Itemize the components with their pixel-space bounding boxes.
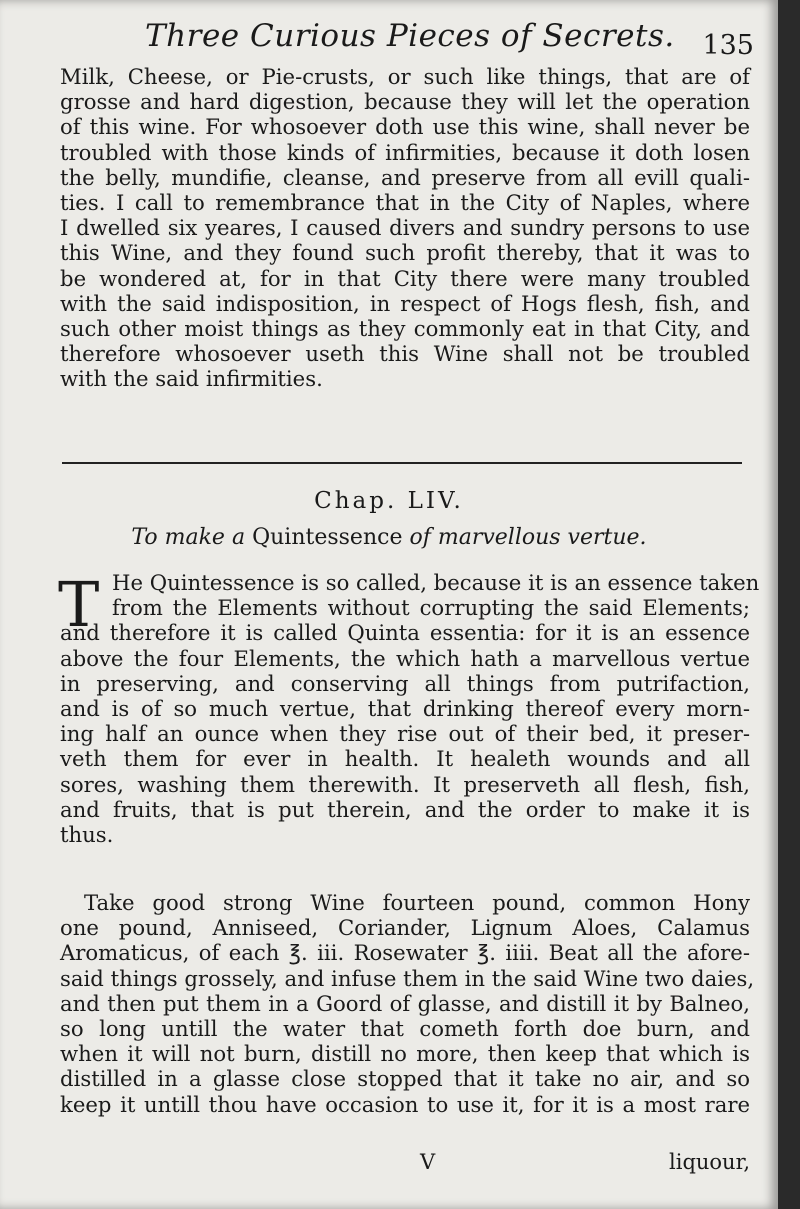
section-divider — [62, 462, 742, 464]
text-line: ing half an ounce when they rise out of their bed, it preser- — [60, 721, 750, 747]
text-line: sores, washing them therewith. It preserveth all flesh, fish, — [60, 771, 750, 797]
text-line: one pound, Anniseed, Coriander, Lignum Aloes, Calamus — [60, 915, 750, 941]
text-line: I dwelled six yeares, I caused divers and sundry persons to use — [60, 215, 750, 241]
text-line: keep it untill thou have occasion to use it, for it is a most rare — [60, 1091, 750, 1117]
running-head: Three Curious Pieces of Secrets. — [145, 18, 675, 54]
text-line: such other moist things as they commonly eat in that City, and — [60, 315, 750, 341]
text-line: above the four Elements, the which hath a marvellous vertue — [60, 645, 750, 671]
subtitle-part: To make a — [131, 525, 246, 550]
text-line: and therefore it is called Quinta essentia: for it is an essence — [60, 620, 750, 646]
text-line: He Quintessence is so called, because it is an essence taken — [112, 570, 760, 595]
text-line: troubled with those kinds of infirmities, because it doth losen — [60, 139, 750, 165]
text-line: in preserving, and conserving all things from putrifaction, — [60, 670, 750, 696]
text-line: grosse and hard digestion, because they will let the operation — [60, 89, 750, 115]
signature-mark: V — [420, 1150, 436, 1174]
chapter-paragraph — [58, 568, 760, 847]
text-line: so long untill the water that cometh forth doe burn, and — [60, 1015, 750, 1041]
subtitle-part: Quintessence — [252, 525, 403, 550]
text-line: and is of so much vertue, that drinking thereof every morn- — [60, 695, 750, 721]
text-line: ties. I call to remembrance that in the City of Naples, where — [60, 189, 750, 215]
page-number: 135 — [702, 30, 754, 61]
catchword: liquour, — [669, 1150, 750, 1174]
text-line: veth them for ever in health. It healeth wounds and all — [60, 746, 750, 772]
text-line: with the said infirmities. — [60, 366, 323, 392]
text-line: therefore whosoever useth this Wine shall not be troubled — [60, 341, 750, 367]
subtitle-part: of marvellous vertue. — [409, 525, 647, 550]
text-line: Milk, Cheese, or Pie-crusts, or such like things, that are of — [60, 64, 750, 89]
text-line: distilled in a glasse close stopped that it take no air, and so — [60, 1066, 750, 1092]
drop-cap: T — [58, 568, 100, 641]
text-line: and then put them in a Goord of glasse, and distill it by Balneo, — [60, 990, 750, 1016]
recipe-paragraph — [60, 890, 755, 1117]
text-line: the belly, mundifie, cleanse, and preserve from all evill quali- — [60, 164, 750, 190]
chapter-title: Chap. LIV. — [314, 488, 464, 514]
text-line: Aromaticus, of each ℥. iii. Rosewater ℥. iiii. Beat all the afore- — [60, 940, 750, 966]
text-line: of this wine. For whosoever doth use this wine, shall never be — [60, 114, 750, 140]
text-line: Take good strong Wine fourteen pound, common Hony — [84, 890, 750, 915]
paragraph-continued — [60, 64, 750, 391]
text-line: said things grossely, and infuse them in the said Wine two daies, — [60, 965, 755, 991]
text-line: and fruits, that is put therein, and the order to make it is — [60, 796, 750, 822]
text-line: thus. — [60, 821, 114, 847]
text-line: this Wine, and they found such profit thereby, that it was to — [60, 240, 750, 266]
text-line: be wondered at, for in that City there were many troubled — [60, 265, 750, 291]
text-line: when it will not burn, distill no more, then keep that which is — [60, 1041, 750, 1067]
text-line: with the said indisposition, in respect of Hogs flesh, fish, and — [60, 290, 750, 316]
chapter-subtitle — [0, 525, 778, 550]
text-line: from the Elements without corrupting the said Elements; — [112, 595, 750, 621]
